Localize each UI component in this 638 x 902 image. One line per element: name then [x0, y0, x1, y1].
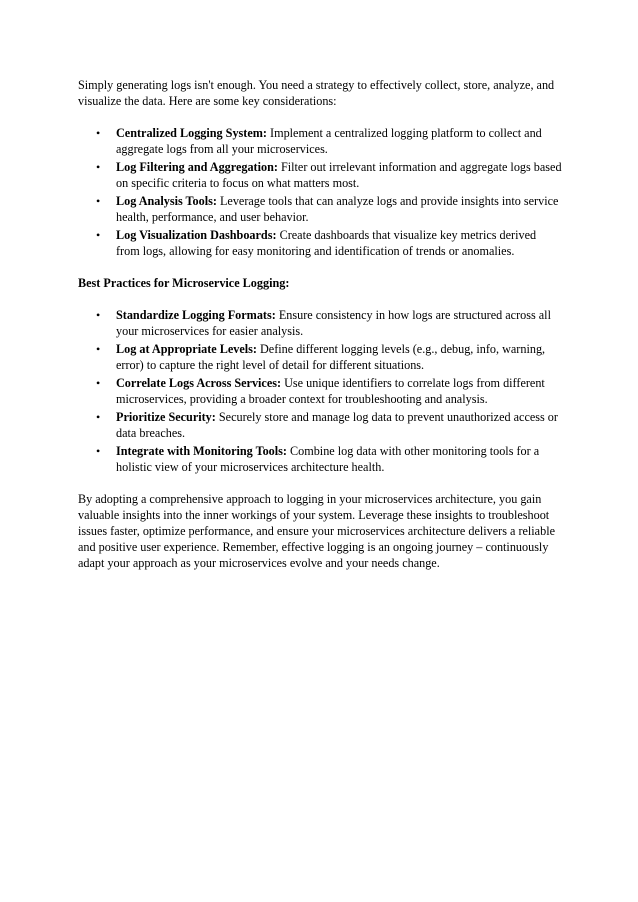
bullet-icon: •	[96, 194, 101, 208]
document-page	[78, 77, 562, 587]
list-item-text: Securely store and manage log data to prevent unauthorized access or data breaches.	[116, 410, 558, 440]
list-item-text: Leverage tools that can analyze logs and provide insights into service health, performance, and user behavior.	[116, 194, 559, 224]
considerations-list	[78, 125, 562, 259]
bullet-icon: •	[96, 160, 101, 174]
list-item	[78, 307, 562, 339]
list-item-title: Log Visualization Dashboards:	[116, 228, 277, 242]
list-item-text: Use unique identifiers to correlate logs from different microservices, providing a broader context for troubleshooting and analysis.	[116, 376, 545, 406]
list-item-title: Log Filtering and Aggregation:	[116, 160, 278, 174]
list-item	[78, 227, 562, 259]
list-item-title: Prioritize Security:	[116, 410, 216, 424]
bullet-icon: •	[96, 228, 101, 242]
list-item	[78, 409, 562, 441]
list-item-title: Centralized Logging System:	[116, 126, 267, 140]
bullet-icon: •	[96, 410, 101, 424]
bullet-icon: •	[96, 126, 101, 140]
list-item-title: Log Analysis Tools:	[116, 194, 217, 208]
bullet-icon: •	[96, 342, 101, 356]
list-item	[78, 375, 562, 407]
bullet-icon: •	[96, 376, 101, 390]
list-item-text: Combine log data with other monitoring tools for a holistic view of your microservices architecture health.	[116, 444, 540, 474]
list-item	[78, 125, 562, 157]
bullet-icon: •	[96, 308, 101, 322]
conclusion-paragraph: By adopting a comprehensive approach to logging in your microservices architecture, you gain valuable insights into the inner workings of your system. Leverage these insights to troubleshoot issues faster, optimize performance, and ensure your microservices architecture delivers a reliable and positive user experience. Remember, effective logging is an ongoing journey – continuously adapt your approach as your microservices evolve and your needs change.	[78, 492, 555, 570]
list-item	[78, 443, 562, 475]
bullet-icon: •	[96, 444, 101, 458]
list-item-text: Implement a centralized logging platform to collect and aggregate logs from all your microservices.	[116, 126, 542, 156]
list-item-text: Create dashboards that visualize key metrics derived from logs, allowing for easy monitoring and identification of trends or anomalies.	[116, 228, 537, 258]
best-practices-list	[78, 307, 562, 475]
intro-paragraph: Simply generating logs isn't enough. You need a strategy to effectively collect, store, analyze, and visualize the data. Here are some key considerations:	[78, 78, 555, 108]
list-item-text: Ensure consistency in how logs are structured across all your microservices for easier analysis.	[116, 308, 551, 338]
list-item-title: Correlate Logs Across Services:	[116, 376, 282, 390]
list-item-text: Define different logging levels (e.g., debug, info, warning, error) to capture the right level of detail for different situations.	[116, 342, 546, 372]
list-item	[78, 193, 562, 225]
section-heading: Best Practices for Microservice Logging:	[78, 276, 290, 290]
list-item	[78, 159, 562, 191]
list-item-title: Log at Appropriate Levels:	[116, 342, 257, 356]
list-item-text: Filter out irrelevant information and aggregate logs based on specific criteria to focus on what matters most.	[116, 160, 562, 190]
list-item-title: Standardize Logging Formats:	[116, 308, 276, 322]
list-item	[78, 341, 562, 373]
list-item-title: Integrate with Monitoring Tools:	[116, 444, 287, 458]
